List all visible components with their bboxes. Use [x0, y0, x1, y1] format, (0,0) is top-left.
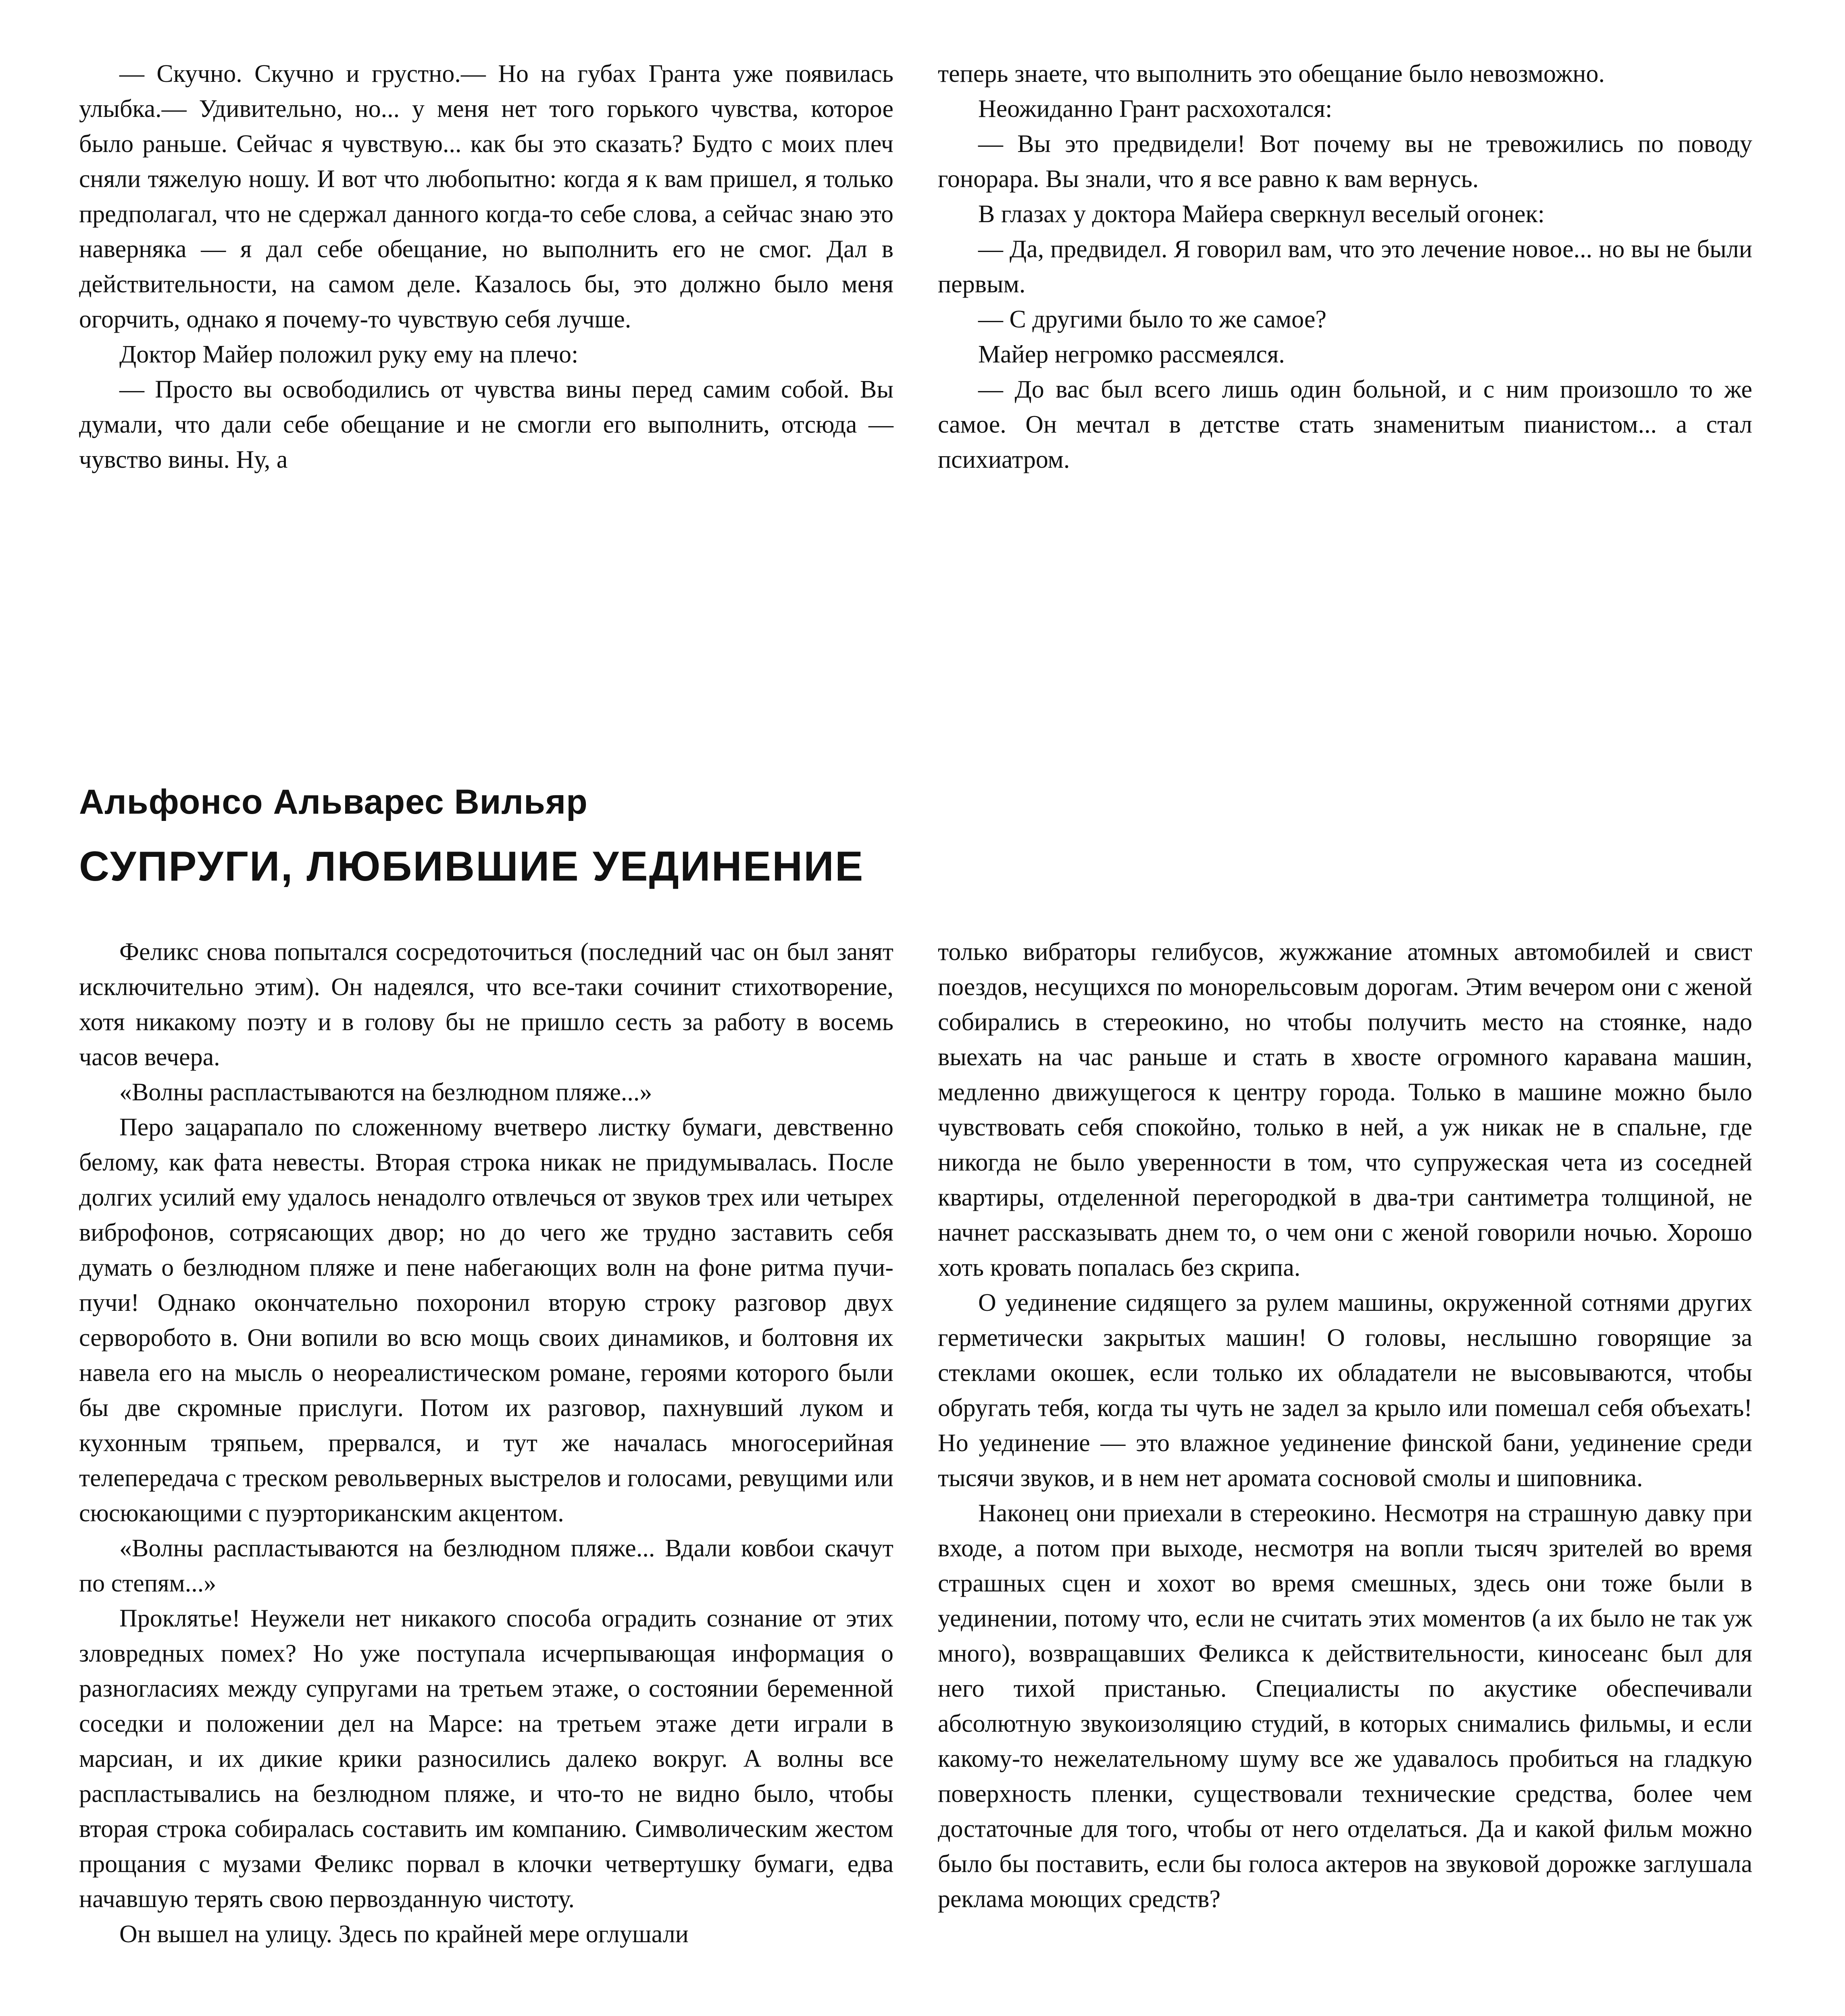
- story-right-column: [938, 935, 1752, 1917]
- paragraph: Доктор Майер положил руку ему на плечо:: [119, 341, 579, 368]
- paragraph: — С другими было то же самое?: [978, 306, 1326, 333]
- paragraph: Он вышел на улицу. Здесь по крайней мере оглушали: [119, 1920, 689, 1948]
- paragraph-continuation: теперь знаете, что выполнить это обещание было невозможно.: [938, 60, 1605, 87]
- previous-story-right-column: [938, 56, 1752, 477]
- paragraph: Перо зацарапало по сложенному вчетверо листку бумаги, девственно белому, как фата невесты. Вторая строка никак не придумывалась. После долгих усилий ему удалось ненадолго отвлечься от звуков трех или четырех виброфонов, сотрясающих двор; но до чего же трудно заставить себя думать о безлюдном пляже и пене набегающих волн на фоне ритма пучи-пучи! Однако окончательно похоронил вторую строку разговор двух серворобото в. Они вопили во всю мощь своих динамиков, и болтовня их навела его на мысль о неореалистическом романе, героями которого были бы две скромные прислуги. Потом их разговор, пахнувший луком и кухонным тряпьем, прервался, и тут же началась многосерийная телепередача с треском револьверных выстрелов и голосами, ревущими или сюсюкающими с пуэрториканским акцентом.: [79, 1114, 893, 1527]
- story-author: Альфонсо Альварес Вильяр: [79, 783, 588, 821]
- paragraph: «Волны распластываются на безлюдном пляже... Вдали ковбои скачут по степям...»: [79, 1535, 893, 1597]
- paragraph: — Просто вы освободились от чувства вины перед самим собой. Вы думали, что дали себе обещание и не смогли его выполнить, отсюда — чувство вины. Ну, а: [79, 376, 893, 473]
- paragraph: Проклятье! Неужели нет никакого способа оградить сознание от этих зловредных помех? Но уже поступала исчерпывающая информация о разногласиях между супругами на третьем этаже, о состоянии беременной соседки и положении дел на Марсе: на третьем этаже дети играли в марсиан, и их дикие крики разносились далеко вокруг. А волны все распластывались на безлюдном пляже, и что-то не видно было, чтобы вторая строка собиралась составить им компанию. Символическим жестом прощания с музами Феликс порвал в клочки четвертушку бумаги, едва начавшую терять свою первозданную чистоту.: [79, 1605, 893, 1913]
- story-left-column: [79, 935, 893, 1952]
- paragraph: — Да, предвидел. Я говорил вам, что это лечение новое... но вы не были первым.: [938, 235, 1752, 298]
- paragraph: — Вы это предвидели! Вот почему вы не тревожились по поводу гонорара. Вы знали, что я все равно к вам вернусь.: [938, 130, 1752, 193]
- paragraph: Майер негромко рассмеялся.: [978, 341, 1285, 368]
- paragraph: Феликс снова попытался сосредоточиться (последний час он был занят исключительно этим). Он надеялся, что все-таки сочинит стихотворение, хотя никакому поэту и в голову бы не пришло сесть за работу в восемь часов вечера.: [79, 938, 893, 1071]
- paragraph: — До вас был всего лишь один больной, и с ним произошло то же самое. Он мечтал в детстве стать знаменитым пианистом... а стал психиатром.: [938, 376, 1752, 473]
- paragraph: О уединение сидящего за рулем машины, окруженной сотнями других герметически закрытых машин! О головы, неслышно говорящие за стеклами окошек, если только их обладатели не высовываются, чтобы обругать тебя, когда ты чуть не задел за крыло или помешал себя объехать! Но уединение — это влажное уединение финской бани, уединение среди тысячи звуков, и в нем нет аромата сосновой смолы и шиповника.: [938, 1289, 1752, 1492]
- paragraph: «Волны распластываются на безлюдном пляже...»: [119, 1079, 652, 1106]
- paragraph: Наконец они приехали в стереокино. Несмотря на страшную давку при входе, а потом при выходе, несмотря на вопли тысяч зрителей во время страшных сцен и хохот во время смешных, здесь они тоже были в уединении, потому что, если не считать этих моментов (а их было не так уж много), возвращавших Феликса к действительности, киносеанс был для него тихой пристанью. Специалисты по акустике обеспечивали абсолютную звукоизоляцию студий, в которых снимались фильмы, и если какому-то нежелательному шуму все же удавалось пробиться на гладкую поверхность пленки, существовали технические средства, более чем достаточные для того, чтобы от него отделаться. Да и какой фильм можно было бы поставить, если бы голоса актеров на звуковой дорожке заглушала реклама моющих средств?: [938, 1500, 1752, 1913]
- paragraph: — Скучно. Скучно и грустно.— Но на губах Гранта уже появилась улыбка.— Удивительно, но... у меня нет того горького чувства, которое было раньше. Сейчас я чувствую... как бы это сказать? Будто с моих плеч сняли тяжелую ношу. И вот что любопытно: когда я к вам пришел, я только предполагал, что не сдержал данного когда-то себе слова, а сейчас знаю это наверняка — я дал себе обещание, но выполнить его не смог. Дал в действительности, на самом деле. Казалось бы, это должно было меня огорчить, однако я почему-то чувствую себя лучше.: [79, 60, 893, 333]
- paragraph: В глазах у доктора Майера сверкнул веселый огонек:: [978, 200, 1545, 228]
- paragraph: Неожиданно Грант расхохотался:: [978, 95, 1333, 123]
- paragraph-continuation: только вибраторы гелибусов, жужжание атомных автомобилей и свист поездов, несущихся по монорельсовым дорогам. Этим вечером они с женой собирались в стереокино, но чтобы получить место на стоянке, надо выехать на час раньше и стать в хвосте огромного каравана машин, медленно движущегося к центру города. Только в машине можно было чувствовать себя спокойно, только в ней, а уж никак не в спальне, где никогда не было уверенности в том, что супружеская чета из соседней квартиры, отделенной перегородкой в два-три сантиметра толщиной, не начнет рассказывать днем то, о чем они с женой говорили ночью. Хорошо хоть кровать попалась без скрипа.: [938, 938, 1752, 1281]
- previous-story-left-column: [79, 56, 893, 477]
- story-title: СУПРУГИ, ЛЮБИВШИЕ УЕДИНЕНИЕ: [79, 843, 864, 890]
